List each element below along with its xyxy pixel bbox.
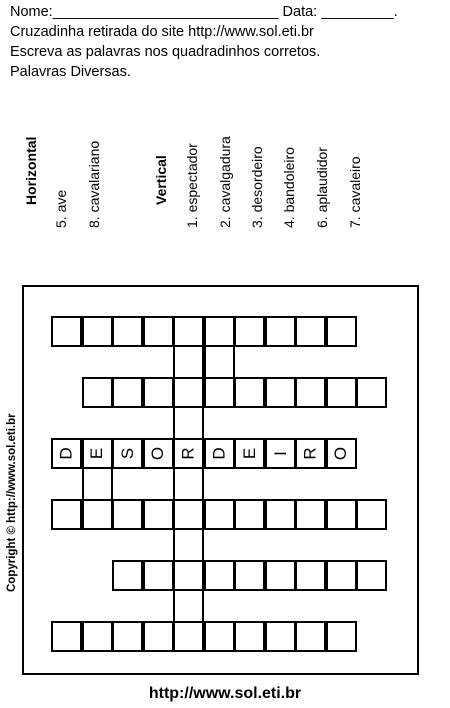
- vertical-title: Vertical: [153, 155, 169, 205]
- crossword-cell[interactable]: [265, 438, 296, 469]
- horizontal-clue-5: 5. ave: [53, 189, 69, 228]
- cell-letter: R: [301, 447, 320, 460]
- crossword-cell[interactable]: [326, 316, 357, 347]
- crossword-cell[interactable]: [173, 438, 204, 469]
- vertical-clue-3: 3. desordeiro: [249, 146, 265, 228]
- crossword-cell[interactable]: [112, 316, 143, 347]
- crossword-cell[interactable]: [82, 438, 113, 469]
- crossword-cell[interactable]: [143, 316, 174, 347]
- crossword-cell[interactable]: [295, 560, 326, 591]
- crossword-cell[interactable]: [173, 316, 204, 347]
- cell-letter: R: [179, 447, 198, 460]
- cell-letter: D: [209, 447, 229, 460]
- crossword-cell[interactable]: [265, 377, 296, 408]
- cell-letter: D: [57, 447, 76, 460]
- vertical-clue-6: 6. aplaudidor: [314, 147, 330, 228]
- crossword-cell[interactable]: [173, 589, 204, 623]
- crossword-cell[interactable]: [82, 316, 113, 347]
- crossword-cell[interactable]: [112, 438, 143, 469]
- crossword-cell[interactable]: [112, 377, 143, 408]
- crossword-cell[interactable]: [234, 377, 265, 408]
- cell-letter: O: [148, 446, 168, 461]
- crossword-cell[interactable]: [326, 499, 357, 530]
- crossword-cell[interactable]: [204, 438, 235, 469]
- crossword-cell[interactable]: [143, 560, 174, 591]
- cell-letter: O: [331, 446, 351, 461]
- cell-letter: I: [270, 451, 290, 456]
- crossword-cell[interactable]: [326, 377, 357, 408]
- source-line: Cruzadinha retirada do site http://www.sol.eti.br: [10, 24, 314, 40]
- crossword-cell[interactable]: [51, 438, 82, 469]
- vertical-clue-1: 1. espectador: [184, 143, 200, 228]
- crossword-cell[interactable]: [295, 621, 326, 652]
- crossword-cell[interactable]: [234, 621, 265, 652]
- crossword-cell[interactable]: [143, 438, 174, 469]
- crossword-cell[interactable]: [143, 499, 174, 530]
- cell-letter: S: [118, 447, 137, 460]
- crossword-cell[interactable]: [112, 621, 143, 652]
- footer-url: http://www.sol.eti.br: [148, 685, 302, 702]
- crossword-cell[interactable]: [204, 499, 235, 530]
- copyright-notice: Copyright © http://www.sol.eti.br: [6, 413, 18, 592]
- crossword-cell[interactable]: [295, 499, 326, 530]
- cell-letter: E: [87, 447, 107, 460]
- crossword-cell[interactable]: [51, 499, 82, 530]
- crossword-cell[interactable]: [173, 406, 204, 440]
- crossword-cell[interactable]: [173, 621, 204, 652]
- theme-line: Palavras Diversas.: [10, 64, 131, 80]
- crossword-cell[interactable]: [356, 499, 387, 530]
- crossword-cell[interactable]: [204, 316, 235, 347]
- crossword-cell[interactable]: [204, 621, 235, 652]
- crossword-cell[interactable]: [173, 467, 204, 501]
- crossword-cell[interactable]: [204, 377, 235, 408]
- crossword-cell[interactable]: [82, 499, 113, 530]
- crossword-cell[interactable]: [265, 316, 296, 347]
- name-date-line: Nome:____________________________ Data: _________.: [10, 4, 398, 20]
- crossword-cell[interactable]: [295, 377, 326, 408]
- crossword-cell[interactable]: [326, 621, 357, 652]
- vertical-clue-4: 4. bandoleiro: [281, 147, 297, 228]
- crossword-cell[interactable]: [173, 528, 204, 562]
- crossword-cell[interactable]: [173, 499, 204, 530]
- crossword-cell[interactable]: [265, 499, 296, 530]
- crossword-cell[interactable]: [51, 316, 82, 347]
- crossword-cell[interactable]: [82, 621, 113, 652]
- horizontal-clue-8: 8. cavalariano: [86, 140, 102, 228]
- crossword-cell[interactable]: [82, 377, 113, 408]
- crossword-cell[interactable]: [265, 560, 296, 591]
- crossword-cell[interactable]: [234, 499, 265, 530]
- vertical-clue-7: 7. cavaleiro: [347, 156, 363, 228]
- horizontal-title: Horizontal: [23, 136, 39, 205]
- crossword-cell[interactable]: [295, 438, 326, 469]
- crossword-cell[interactable]: [173, 560, 204, 591]
- crossword-cell[interactable]: [143, 377, 174, 408]
- crossword-cell[interactable]: [234, 316, 265, 347]
- cell-letter: E: [240, 447, 259, 460]
- crossword-cell[interactable]: [234, 438, 265, 469]
- vertical-clue-2: 2. cavalgadura: [217, 136, 233, 228]
- crossword-cell[interactable]: [326, 560, 357, 591]
- crossword-cell[interactable]: [356, 377, 387, 408]
- crossword-cell[interactable]: [265, 621, 296, 652]
- crossword-cell[interactable]: [82, 467, 113, 501]
- crossword-cell[interactable]: [112, 560, 143, 591]
- instructions-line: Escreva as palavras nos quadradinhos corretos.: [10, 44, 321, 60]
- crossword-cell[interactable]: [234, 560, 265, 591]
- crossword-cell[interactable]: [112, 499, 143, 530]
- crossword-cell[interactable]: [143, 621, 174, 652]
- crossword-cell[interactable]: [173, 345, 204, 379]
- crossword-cell[interactable]: [295, 316, 326, 347]
- crossword-cell[interactable]: [51, 621, 82, 652]
- crossword-cell[interactable]: [326, 438, 357, 469]
- crossword-cell[interactable]: [204, 560, 235, 591]
- crossword-cell[interactable]: [173, 377, 204, 408]
- crossword-cell[interactable]: [356, 560, 387, 591]
- crossword-cell[interactable]: [204, 345, 235, 379]
